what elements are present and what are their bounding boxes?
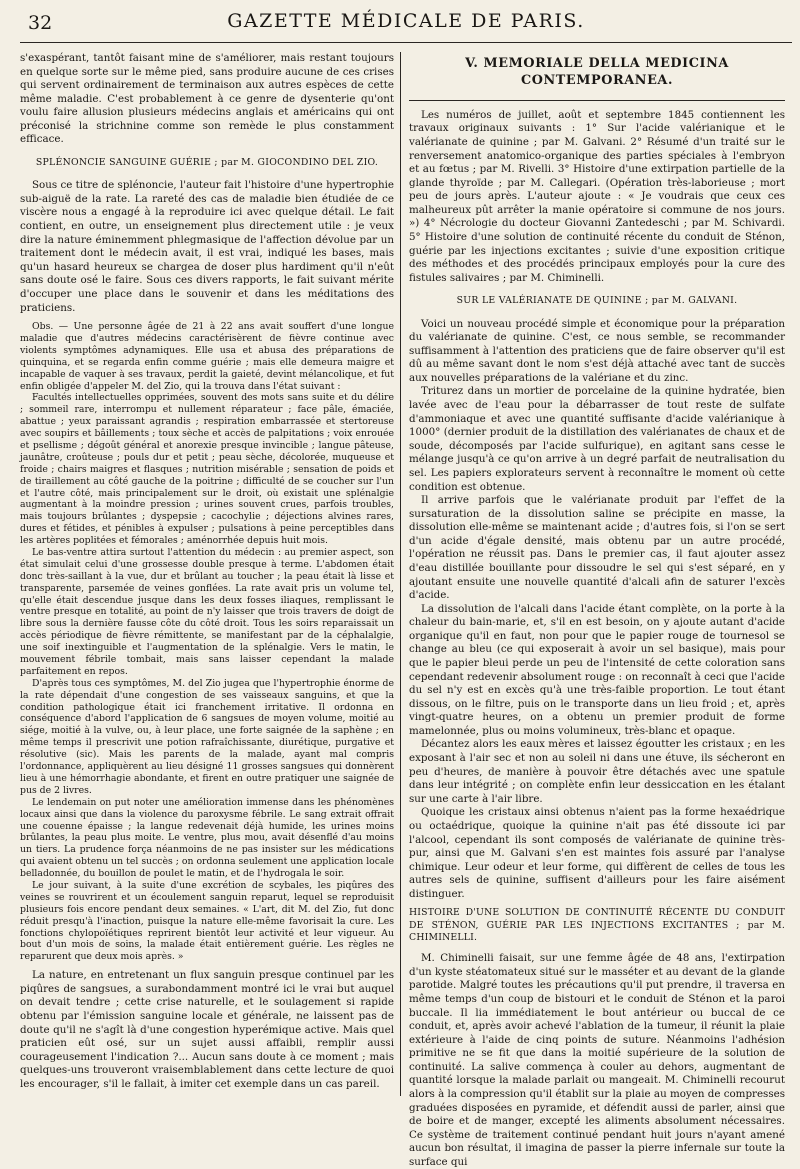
paragraph-chiminelli: M. Chiminelli faisait, sur une femme âgée de 48 ans, l'extirpation d'un kyste stéatomateux situé sur le masséter et au devant de la glande parotide. Malgré toutes les précautions qu'il put prendre, il traversa en même temps d'un coup de bistouri et le conduit de Sténon et la paroi buccale. Il lia immédiatement le bout antérieur ou buccal de ce conduit, et, après avoir achevé l'ablation de la tumeur, il réunit la plaie extérieure à l'aide de cinq points de suture. Néanmoins l'adhésion primitive ne se fit que dans la moitié supérieure de la solution de continuité. La salive commença à couler au dehors, augmentant de quantité lorsque la malade parlait ou mangeait. M. Chiminelli recourut alors à la compression qu'il établit sur la plaie au moyen de compresses graduées disposées en pyramide, et défendit aussi de parler, ainsi que de boire et de manger, excepté les aliments absolument nécessaires. Ce système de traitement continué pendant huit jours n'ayant amené aucun bon résultat, il imagina de passer la pierre infernale sur toute la surface qui — [409, 952, 785, 1168]
paragraph-splenoncie-intro: Sous ce titre de splénoncie, l'auteur fait l'histoire d'une hypertrophie sub-aiguë de la rate. La rareté des cas de maladie bien étudiée de ce viscère nous a engagé à la reproduire ici avec quelque détail. Le fait contient, en outre, un enseignement plus directement utile : je veux dire la nature éminemment phlegmasique de l'affection dévolue par un traitement dont le médecin avait, il est vrai, indiqué les bases, mais qu'un hasard heureux se chargea de doser plus hardiment qu'il n'eût sans doute osé le faire. Sous ces divers rapports, le fait suivant mérite d'occuper une place dans le souvenir et dans les méditations des praticiens. — [20, 179, 394, 314]
article-heading-stenon: HISTOIRE D'UNE SOLUTION DE CONTINUITÉ RÉCENTE DU CONDUIT DE STÉNON, GUÉRIE PAR LES INJECTIONS EXCITANTES ; par M. CHIMINELLI. — [409, 907, 785, 943]
paragraph-numeros: Les numéros de juillet, août et septembre 1845 contiennent les travaux originaux suivants : 1° Sur l'acide valérianique et le valérianate de quinine ; par M. Galvani. 2° Résumé d'un traité sur le renversement anatomico-organique des parties spéciales à l'embryon et au fœtus ; par M. Rivelli. 3° Histoire d'une extirpation partielle de la glande thyroïde ; par M. Callegari. (Opération très-laborieuse ; mort peu de jours après. L'auteur ajoute : « Je voudrais que ceux ces malheureux pût arrêter la manie opératoire si commune de nos jours. ») 4° Nécrologie du docteur Giovanni Zantedeschi ; par M. Schivardi. 5° Histoire d'une solution de continuité récente du conduit de Sténon, guérie par les injections excitantes ; suivie d'une exposition critique des méthodes et des procédés principaux employés pour la cure des fistules salivaires ; par M. Chiminelli. — [409, 108, 785, 284]
paragraph-observation: Obs. — Une personne âgée de 21 à 22 ans avait souffert d'une longue maladie que d'autres médecins caractérisèrent de fièvre continue avec violents symptômes adynamiques. Elle usa et abusa des préparations de quinquina, et se regarda enfin comme guérie ; mais elle demeura maigre et incapable de vaquer à ses travaux, perdit la gaieté, devint mélancolique, et fut enfin obligée d'appeler M. del Zio, qui la trouva dans l'état suivant : — [20, 321, 394, 392]
right-column — [401, 52, 785, 1168]
paragraph-jour-suivant: Le jour suivant, à la suite d'une excrétion de scybales, les piqûres des veines se rouvrirent et un écoulement sanguin reparut, lequel se reproduisit plusieurs fois encore pendant deux semaines. « L'art, dit M. del Zio, fut donc réduit presqu'à l'inaction, puisque la nature elle-même favorisait la cure. Les fonctions chylopoïétiques reprirent bientôt leur activité et leur vigueur. Au bout d'un mois de soins, la malade était entièrement guérie. Les règles ne reparurent que deux mois après. » — [20, 879, 394, 963]
section-heading-memoriale: V. MEMORIALE DELLA MEDICINA CONTEMPORANEA. — [465, 56, 729, 88]
paragraph-dissolution: La dissolution de l'alcali dans l'acide étant complète, on la porte à la chaleur du bain-marie, et, s'il en est besoin, on y ajoute autant d'acide organique qu'il en faut, non pour que le papier rouge de tournesol se change au bleu (ce qui exposerait à avoir un sel basique), mais pour que le papier bleui perde un peu de l'intensité de cette coloration sans cependant redevenir absolument rouge : on reconnaît à ceci que l'acide du sel n'y est en excès qu'à une très-faible proportion. Le tout étant dissous, on le filtre, puis on le transporte dans un lieu froid ; et, après vingt-quatre heures, on a obtenu un premier produit de forme mamelonnée, plus ou moins volumineux, très-blanc et opaque. — [409, 602, 785, 737]
paragraph-dysenterie: s'exaspérant, tantôt faisant mine de s'améliorer, mais restant toujours en quelque sorte sur le même pied, sans produire aucune de ces crises qui servent ordinairement de terminaison aux autres espèces de cette même maladie. C'est probablement à ce genre de dysenterie qu'ont voulu faire allusion plusieurs médecins anglais et américains qui ont préconisé la strichnine comme son remède le plus constamment efficace. — [20, 52, 394, 146]
paragraph-triturez: Triturez dans un mortier de porcelaine de la quinine hydratée, bien lavée avec de l'eau pour la débarrasser de tout reste de sulfate d'ammoniaque et avec une quantité suffisante d'acide valérianique à 1000° (dernier produit de la distillation des valérianates de chaux et de soude, décomposés par l'acide sulfurique), en agitant sans cesse le mélange jusqu'à ce qu'on arrive à un degré parfait de neutralisation du sel. Les papiers explorateurs servent à reconnaître le moment où cette condition est obtenue. — [409, 385, 785, 493]
left-column — [20, 52, 400, 1096]
page-header — [20, 0, 792, 43]
paragraph-lendemain: Le lendemain on put noter une amélioration immense dans les phénomènes locaux ainsi que dans la violence du paroxysme fébrile. Le sang extrait offrait une couenne épaisse ; la langue redevenait déjà humide, les urines moins brûlantes, la peau plus moite. Le ventre, plus mou, avait désenflé d'au moins un tiers. La prudence força néanmoins de ne pas insister sur les médications qui avaient obtenu un tel succès ; on ordonna seulement une application locale belladonnée, du bouillon de poulet le matin, et de l'hydrogala le soir. — [20, 796, 394, 880]
paragraph-symptomes: D'après tous ces symptômes, M. del Zio jugea que l'hypertrophie énorme de la rate dépendait d'une congestion de ses vaisseaux sanguins, et que la condition pathologique était ici franchement irritative. Il ordonna en conséquence d'abord l'application de 6 sangsues de moyen volume, moitié au siége, moitié à la vulve, ou, à leur place, une forte saignée de la saphène ; en même temps il prescrivit une potion rafraîchissante, diurétique, purgative et résolutive (sic). Mais les parents de la malade, ayant mal compris l'ordonnance, appliquèrent au lieu désigné 11 grosses sangsues qui donnèrent lieu à une hémorrhagie abondante, et firent en outre pratiquer une saignée de pus de 2 livres. — [20, 677, 394, 796]
paragraph-bas-ventre: Le bas-ventre attira surtout l'attention du médecin : au premier aspect, son état simulait celui d'une grossesse double presque à terme. L'abdomen était donc très-saillant à la vue, dur et brûlant au toucher ; la peau était là lisse et transparente, parsemée de veines gonflées. La rate avait pris un volume tel, qu'elle était descendue jusque dans les deux fosses iliaques, remplissant le ventre presque en totalité, au point de n'y laisser que trois travers de doigt de libre sous la dernière fausse côte du côté droit. Tous les soirs reparaissait un accès périodique de fièvre rémittente, se manifestant par de la céphalalgie, une soif inextinguible et l'augmentation de la splénalgie. Vers le matin, le mouvement fébrile tombait, mais sans laisser cependant la malade parfaitement en repos. — [20, 547, 394, 677]
section-rule — [409, 100, 785, 101]
paragraph-arrive: Il arrive parfois que le valérianate produit par l'effet de la sursaturation de la dissolution saline se précipite en masse, la dissolution elle-même se maintenant acide ; d'autres fois, si l'on se sert d'un acide d'égale densité, mais obtenu par un autre procédé, l'opération ne réussit pas. Dans le premier cas, il faut ajouter assez d'eau distillée bouillante pour dissoudre le sel qui s'est séparé, en y ajoutant ensuite une nouvelle quantité d'alcali afin de saturer l'excès d'acide. — [409, 494, 785, 602]
two-column-body — [20, 52, 792, 1168]
article-heading-valerianate: SUR LE VALÉRIANATE DE QUININE ; par M. GALVANI. — [456, 295, 738, 307]
paragraph-decantez: Décantez alors les eaux mères et laissez égoutter les cristaux ; en les exposant à l'air sec et non au soleil ni dans une étuve, ils sécheront en peu d'heures, de manière à pouvoir être détachés avec une spatule dans leur intégrité ; on complète enfin leur dessiccation en les étalant sur une carte à l'air libre. — [409, 738, 785, 805]
running-title: GAZETTE MÉDICALE DE PARIS. — [227, 10, 585, 32]
page-number: 32 — [28, 12, 53, 34]
paragraph-facultes: Facultés intellectuelles opprimées, souvent des mots sans suite et du délire ; sommeil rare, interrompu et nullement réparateur ; face pâle, émaciée, abattue ; yeux paraissant agrandis ; respiration embarrassée et stertoreuse avec soupirs et bâillements ; toux sèche et accès de palpitations ; voix enrouée et psellisme ; dégoût général et anorexie presque invincible ; langue pâteuse, jaunâtre, croûteuse ; pouls dur et petit ; peau sèche, décolorée, muqueuse et froide ; chairs maigres et flasques ; nutrition misérable ; sensation de poids et de tiraillement au côté gauche de la poitrine ; difficulté de se coucher sur l'un et l'autre côté, mais principalement sur le droit, où existait une splénalgie augmentant à la moindre pression ; urines souvent crues, parfois troubles, mais toujours brûlantes ; dyspepsie ; cacochylie ; déjections alvines rares, dures et fétides, et pénibles à expulser ; pulsations à peine perceptibles dans les artères poplitées et fémorales ; aménorrhée depuis huit mois. — [20, 392, 394, 547]
paragraph-nature: La nature, en entretenant un flux sanguin presque continuel par les piqûres de sangsues, a surabondamment montré ici le vrai but auquel on devait tendre ; cette crise naturelle, et le soulagement si rapide obtenu par l'émission sanguine locale et générale, ne laissent pas de doute qu'il ne s'agît là d'une congestion hyperémique active. Mais quel praticien eût osé, sur un sujet aussi affaibli, remplir aussi courageusement l'indication ?... Aucun sans doute à ce moment ; mais quelques-uns trouveront vraisemblablement dans cette lecture de quoi les encourager, s'il le fallait, à imiter cet exemple dans un cas pareil. — [20, 969, 394, 1090]
paragraph-quoique: Quoique les cristaux ainsi obtenus n'aient pas la forme hexaédrique ou octaédrique, quoique la quinine n'ait pas été dissoute ici par l'alcool, cependant ils sont composés de valérianate de quinine très-pur, ainsi que M. Galvani s'en est maintes fois assuré par l'analyse chimique. Leur odeur et leur forme, qui diffèrent de celles de tous les autres sels de quinine, suffisent d'ailleurs pour les faire aisément distinguer. — [409, 806, 785, 900]
article-heading-splenoncie: SPLÉNONCIE SANGUINE GUÉRIE ; par M. GIOCONDINO DEL ZIO. — [35, 157, 379, 169]
paragraph-voici: Voici un nouveau procédé simple et économique pour la préparation du valérianate de quinine. C'est, ce nous semble, se recommander suffisamment à l'attention des praticiens que de faire observer qu'il est dû au même savant dont le nom s'est déjà attaché avec tant de succès aux nouvelles préparations de la valériane et du zinc. — [409, 317, 785, 384]
